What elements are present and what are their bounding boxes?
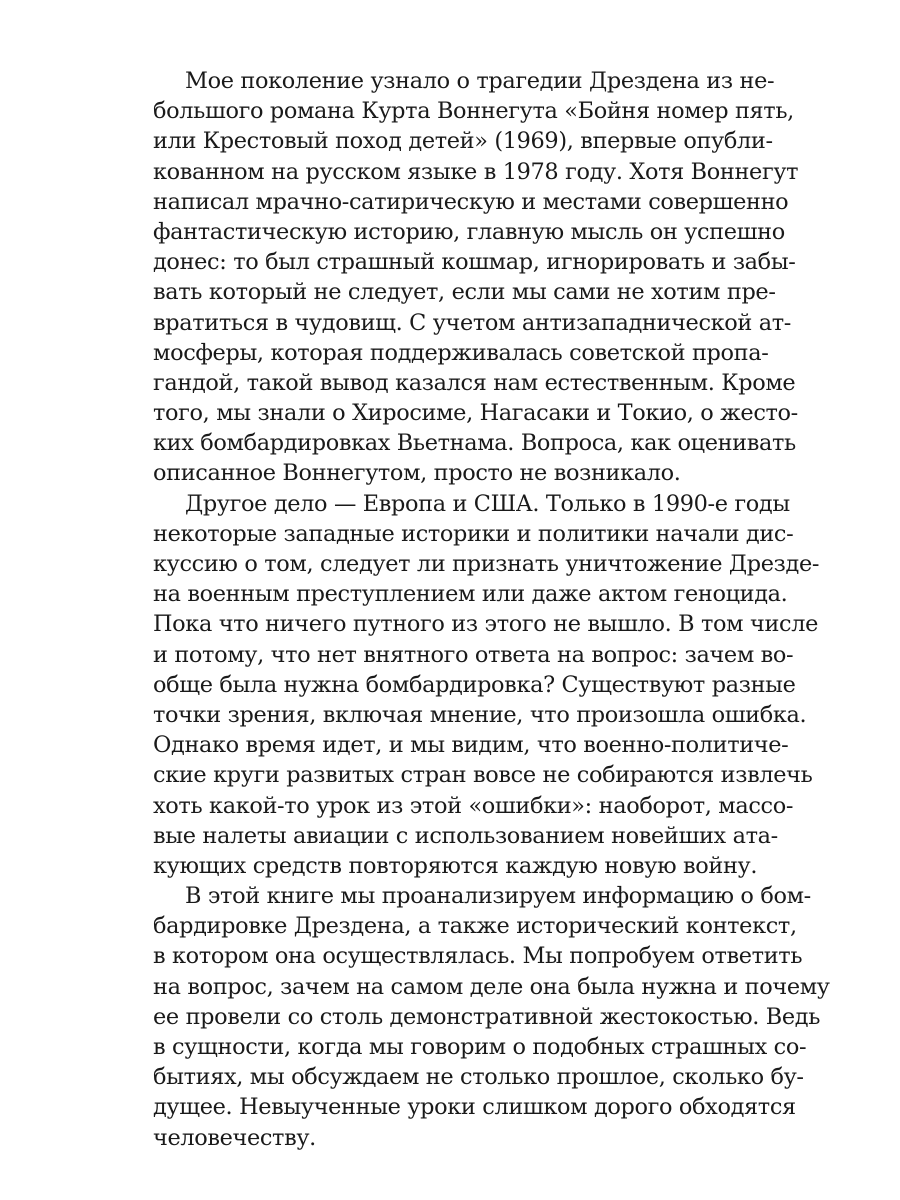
text-line: куссию о том, следует ли признать уничтожение Дрезде- (153, 551, 820, 577)
text-line: ские круги развитых стран вовсе не собираются извлечь (153, 762, 813, 789)
text-line: на вопрос, зачем на самом деле она была нужна и почему (153, 973, 830, 1000)
text-line: описанное Воннегутом, просто не возникало. (153, 460, 681, 487)
text-line: вать который не следует, если мы сами не хотим пре- (153, 279, 776, 306)
text-line: большого романа Курта Воннегута «Бойня номер пять, (153, 98, 794, 125)
text-line: того, мы знали о Хиросиме, Нагасаки и Токио, о жесто- (153, 400, 798, 427)
text-line: донес: то был страшный кошмар, игнорировать и забы- (153, 249, 796, 276)
text-line: В этой книге мы проанализируем информацию о бом- (185, 883, 811, 910)
text-line: бытиях, мы обсуждаем не столько прошлое, сколько бу- (153, 1064, 804, 1091)
paragraph (153, 489, 820, 881)
text-line: написал мрачно-сатирическую и местами совершенно (153, 188, 789, 215)
text-line: в сущности, когда мы говорим о подобных страшных со- (153, 1034, 807, 1060)
text-line: Однако время идет, и мы видим, что военно-политиче- (153, 732, 789, 759)
text-line: Мое поколение узнало о трагедии Дрездена из не- (185, 68, 775, 94)
text-line: вратиться в чудовищ. С учетом антизападнической ат- (153, 309, 791, 336)
text-line: кованном на русском языке в 1978 году. Хотя Воннегут (153, 158, 799, 185)
text-line: человечеству. (153, 1124, 316, 1151)
text-line: дущее. Невыученные уроки слишком дорого обходятся (153, 1094, 796, 1121)
text-line: Другое дело — Европа и США. Только в 1990-е годы (185, 490, 790, 517)
text-line: гандой, такой вывод казался нам естественным. Кроме (153, 369, 796, 396)
text-line: на военным преступлением или даже актом геноцида. (153, 581, 788, 608)
text-line: бардировке Дрездена, а также исторический контекст, (153, 913, 797, 940)
text-line: в котором она осуществлялась. Мы попробуем ответить (153, 943, 803, 970)
text-line: кующих средств повторяются каждую новую войну. (153, 852, 758, 879)
text-line: или Крестовый поход детей» (1969), впервые опубли- (153, 128, 773, 155)
text-line: мосферы, которая поддерживалась советской пропа- (153, 339, 769, 366)
text-line: хоть какой-то урок из этой «ошибки»: наоборот, массо- (153, 792, 794, 819)
text-line: ких бомбардировках Вьетнама. Вопроса, как оценивать (153, 430, 796, 457)
text-line: вые налеты авиации с использованием новейших ата- (153, 822, 778, 849)
text-line: некоторые западные историки и политики начали дис- (153, 520, 794, 547)
text-line: Пока что ничего путного из этого не вышло. В том числе (153, 611, 818, 638)
text-line: точки зрения, включая мнение, что произошла ошибка. (153, 701, 807, 728)
paragraph (153, 66, 799, 489)
body-text (153, 66, 830, 1153)
paragraph (153, 881, 830, 1153)
text-line: фантастическую историю, главную мысль он успешно (153, 218, 785, 245)
text-line: обще была нужна бомбардировка? Существуют разные (153, 671, 796, 698)
text-line: и потому, что нет внятного ответа на вопрос: зачем во- (153, 641, 794, 668)
text-line: ее провели со столь демонстративной жестокостью. Ведь (153, 1003, 821, 1030)
